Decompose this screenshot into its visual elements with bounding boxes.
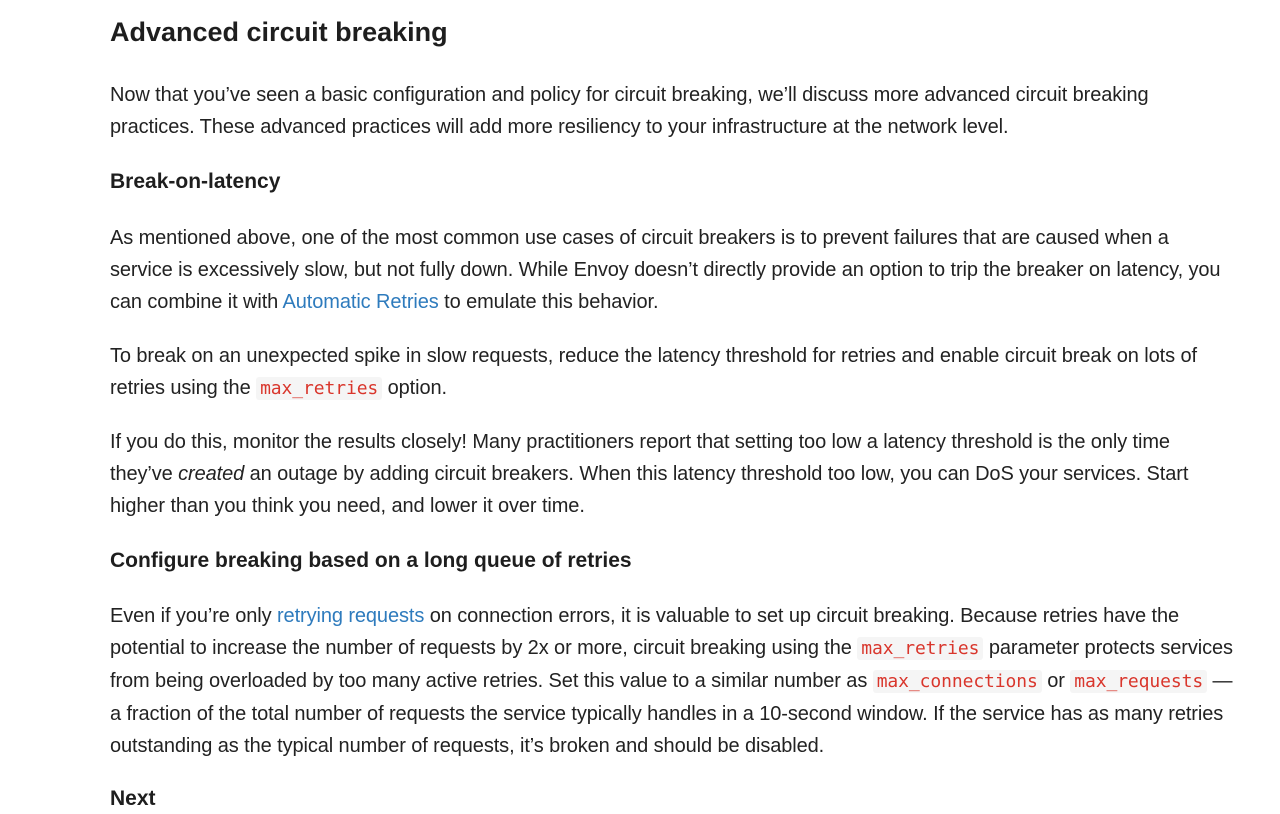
latency-paragraph-3: If you do this, monitor the results closely! Many practitioners report that setting too low a latency threshold is the only time they’ve created an outage by adding circuit breakers. When this latency threshold too low, you can DoS your services. Start higher than you think you need, and lower it over time. bbox=[110, 431, 1189, 517]
section-heading-long-queue: Configure breaking based on a long queue of retries bbox=[110, 549, 632, 572]
max-connections-code: max_connections bbox=[873, 670, 1042, 693]
latency-paragraph-2: To break on an unexpected spike in slow requests, reduce the latency threshold for retries and enable circuit break on lots of retries using the max_retries option. bbox=[110, 345, 1197, 399]
next-section-heading: Next bbox=[110, 787, 156, 810]
retrying-requests-link[interactable]: retrying requests bbox=[276, 605, 425, 627]
automatic-retries-link[interactable]: Automatic Retries bbox=[282, 291, 439, 313]
section-heading-break-on-latency: Break-on-latency bbox=[110, 170, 281, 193]
latency-paragraph-1: As mentioned above, one of the most common use cases of circuit breakers is to prevent failures that are caused when a service is excessively slow, but not fully down. While Envoy doesn’t directly provide an option to trip the breaker on latency, you can combine it with Automatic Retries to emulate this behavior. bbox=[110, 227, 1221, 313]
retries-paragraph: Even if you’re only retrying requests on connection errors, it is valuable to set up circuit breaking. Because retries have the potential to increase the number of requests by 2x or more, circuit breaking using the max_retries parameter protects services from being overloaded by too many active retries. Set this value to a similar number as max_connections or max_requests —a fraction of the total number of requests the service typically handles in a 10-second window. If the service has as many retries outstanding as the typical number of requests, it’s broken and should be disabled. bbox=[110, 605, 1233, 757]
max-retries-code: max_retries bbox=[857, 637, 983, 660]
created-emphasis: created bbox=[178, 463, 245, 485]
intro-paragraph: Now that you’ve seen a basic configuration and policy for circuit breaking, we’ll discuss more advanced circuit breaking practices. These advanced practices will add more resiliency to your infrastructure at the network level. bbox=[110, 84, 1149, 138]
max-requests-code: max_requests bbox=[1070, 670, 1207, 693]
max-retries-code: max_retries bbox=[256, 377, 382, 400]
page-title: Advanced circuit breaking bbox=[110, 17, 448, 47]
